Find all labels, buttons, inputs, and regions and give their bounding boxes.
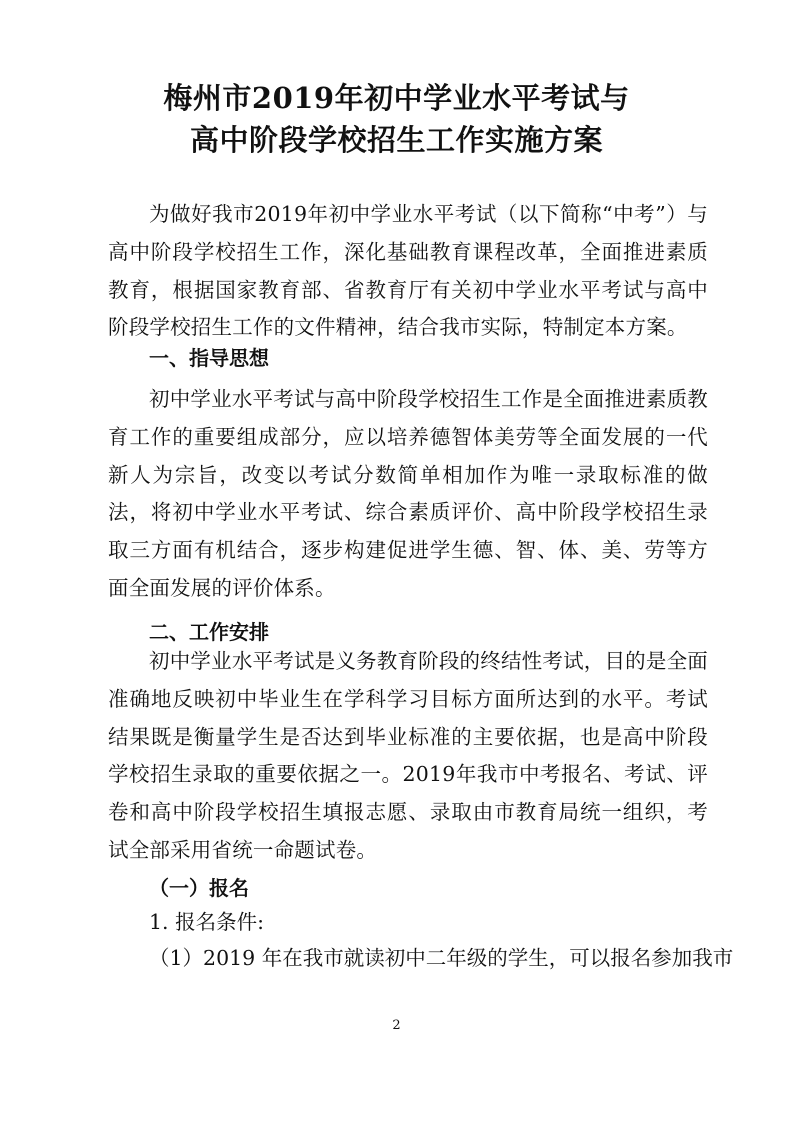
section-2-paragraph: 初中学业水平考试是义务教育阶段的终结性考试，目的是全面准确地反映初中毕业生在学科学习目标方面所达到的水平。考试结果既是衡量学生是否达到毕业标准的主要依据，也是高中阶段学校招生录取的重要依据之一。2019年我市中考报名、考试、评卷和高中阶段学校招生填报志愿、录取由市教育局统一组织，考试全部采用省统一命题试卷。 [108, 649, 708, 862]
section-1-heading: 一、指导思想 [149, 346, 269, 370]
intro-paragraph: 为做好我市2019年初中学业水平考试（以下简称“中考”）与高中阶段学校招生工作，深化基础教育课程改革，全面推进素质教育，根据国家教育部、省教育厅有关初中学业水平考试与高中阶段学校招生工作的文件精神，结合我市实际，特制定本方案。 [108, 202, 708, 340]
section-1-paragraph: 初中学业水平考试与高中阶段学校招生工作是全面推进素质教育工作的重要组成部分，应以培养德智体美劳等全面发展的一代新人为宗旨，改变以考试分数简单相加作为唯一录取标准的做法，将初中学业水平考试、综合素质评价、高中阶段学校招生录取三方面有机结合，逐步构建促进学生德、智、体、美、劳等方面全面发展的评价体系。 [108, 387, 708, 600]
list-item-1-sub-1: （1）2019 年在我市就读初中二年级的学生，可以报名参加我市 [149, 946, 734, 970]
page-number: 2 [392, 1018, 401, 1033]
list-item-1: 1. 报名条件: [149, 910, 264, 934]
section-2-heading: 二、工作安排 [149, 620, 269, 644]
subsection-1-heading: （一）报名 [149, 876, 249, 900]
document-title-line-1: 梅州市2019年初中学业水平考试与 [163, 81, 630, 115]
document-title-line-2: 高中阶段学校招生工作实施方案 [189, 123, 603, 157]
